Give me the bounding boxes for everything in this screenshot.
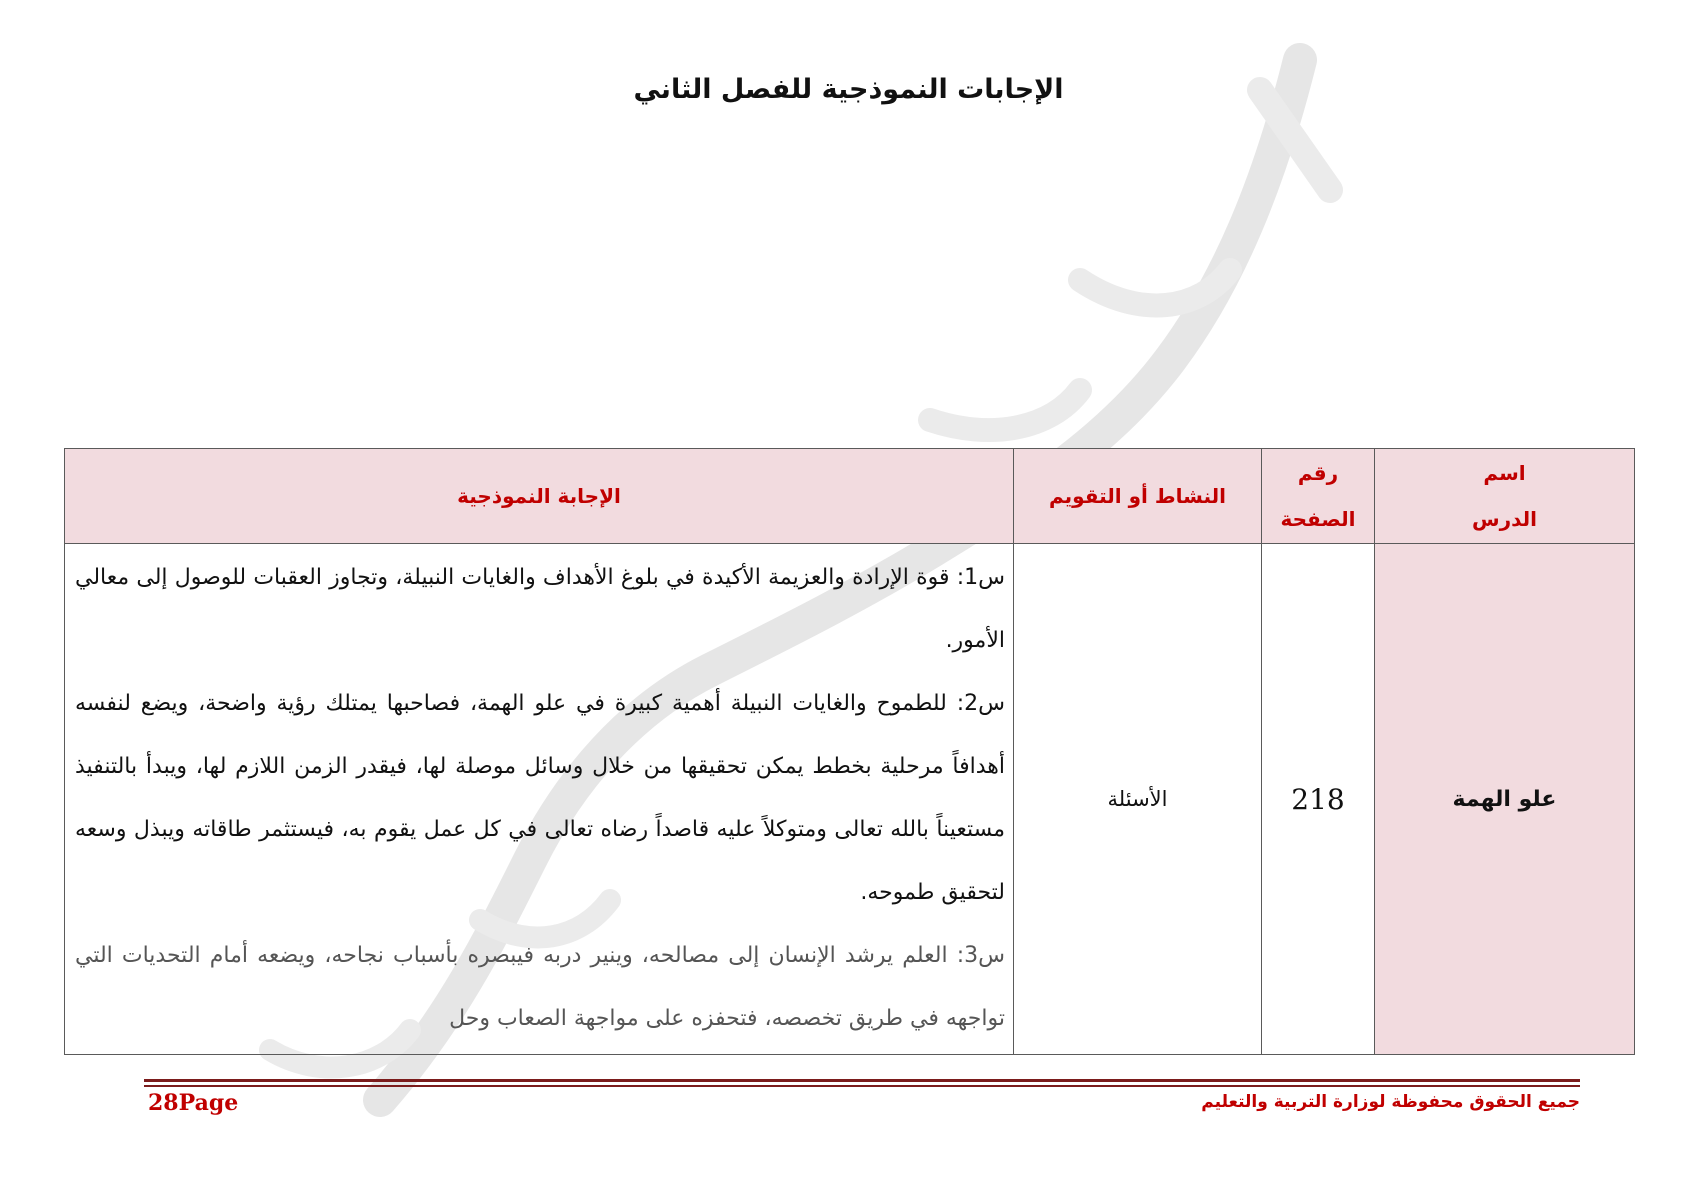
answer-item-2 bbox=[75, 672, 1005, 924]
answer-text: العلم يرشد الإنسان إلى مصالحه، وينير دربه فيبصره بأسباب نجاحه، ويضعه أمام التحديات التي تواجهه في طريق تخصصه، فتحفزه على مواجهة الصعاب وحل bbox=[75, 943, 1005, 1031]
table-header-row bbox=[65, 449, 1635, 544]
activity-cell: الأسئلة bbox=[1014, 544, 1262, 1055]
answers-table bbox=[64, 448, 1635, 1055]
header-page-number: رقم الصفحة bbox=[1262, 449, 1375, 544]
page-number-cell: 218 bbox=[1262, 544, 1375, 1055]
answer-number: س3: bbox=[956, 943, 1005, 968]
answer-item-1 bbox=[75, 546, 1005, 672]
page-title: الإجابات النموذجية للفصل الثاني bbox=[633, 74, 1064, 105]
header-lesson-name: اسم الدرس bbox=[1375, 449, 1635, 544]
answer-text: للطموح والغايات النبيلة أهمية كبيرة في علو الهمة، فصاحبها يمتلك رؤية واضحة، ويضع لنفسه أهدافاً مرحلية بخطط يمكن تحقيقها من خلال وسائل موصلة لها، فيقدر الزمن اللازم لها، ويبدأ بالتنفيذ مستعيناً بالله تعالى ومتوكلاً عليه قاصداً رضاه تعالى في كل عمل يقوم به، فيستثمر طاقاته ويبذل وسعه لتحقيق طموحه. bbox=[75, 691, 1005, 905]
answer-text: قوة الإرادة والعزيمة الأكيدة في بلوغ الأهداف والغايات النبيلة، وتجاوز العقبات للوصول إلى معالي الأمور. bbox=[75, 565, 1005, 653]
answer-number: س2: bbox=[956, 691, 1005, 716]
lesson-name-cell: علو الهمة bbox=[1375, 544, 1635, 1055]
answer-item-3 bbox=[75, 924, 1005, 1050]
footer-divider bbox=[144, 1079, 1580, 1087]
header-model-answer: الإجابة النموذجية bbox=[65, 449, 1014, 544]
footer-page-number: 28Page bbox=[148, 1090, 239, 1116]
table-row bbox=[65, 544, 1635, 1055]
header-activity: النشاط أو التقويم bbox=[1014, 449, 1262, 544]
answer-number: س1: bbox=[956, 565, 1005, 590]
footer-copyright: جميع الحقوق محفوظة لوزارة التربية والتعليم bbox=[1201, 1092, 1580, 1112]
model-answer-cell bbox=[65, 544, 1014, 1055]
